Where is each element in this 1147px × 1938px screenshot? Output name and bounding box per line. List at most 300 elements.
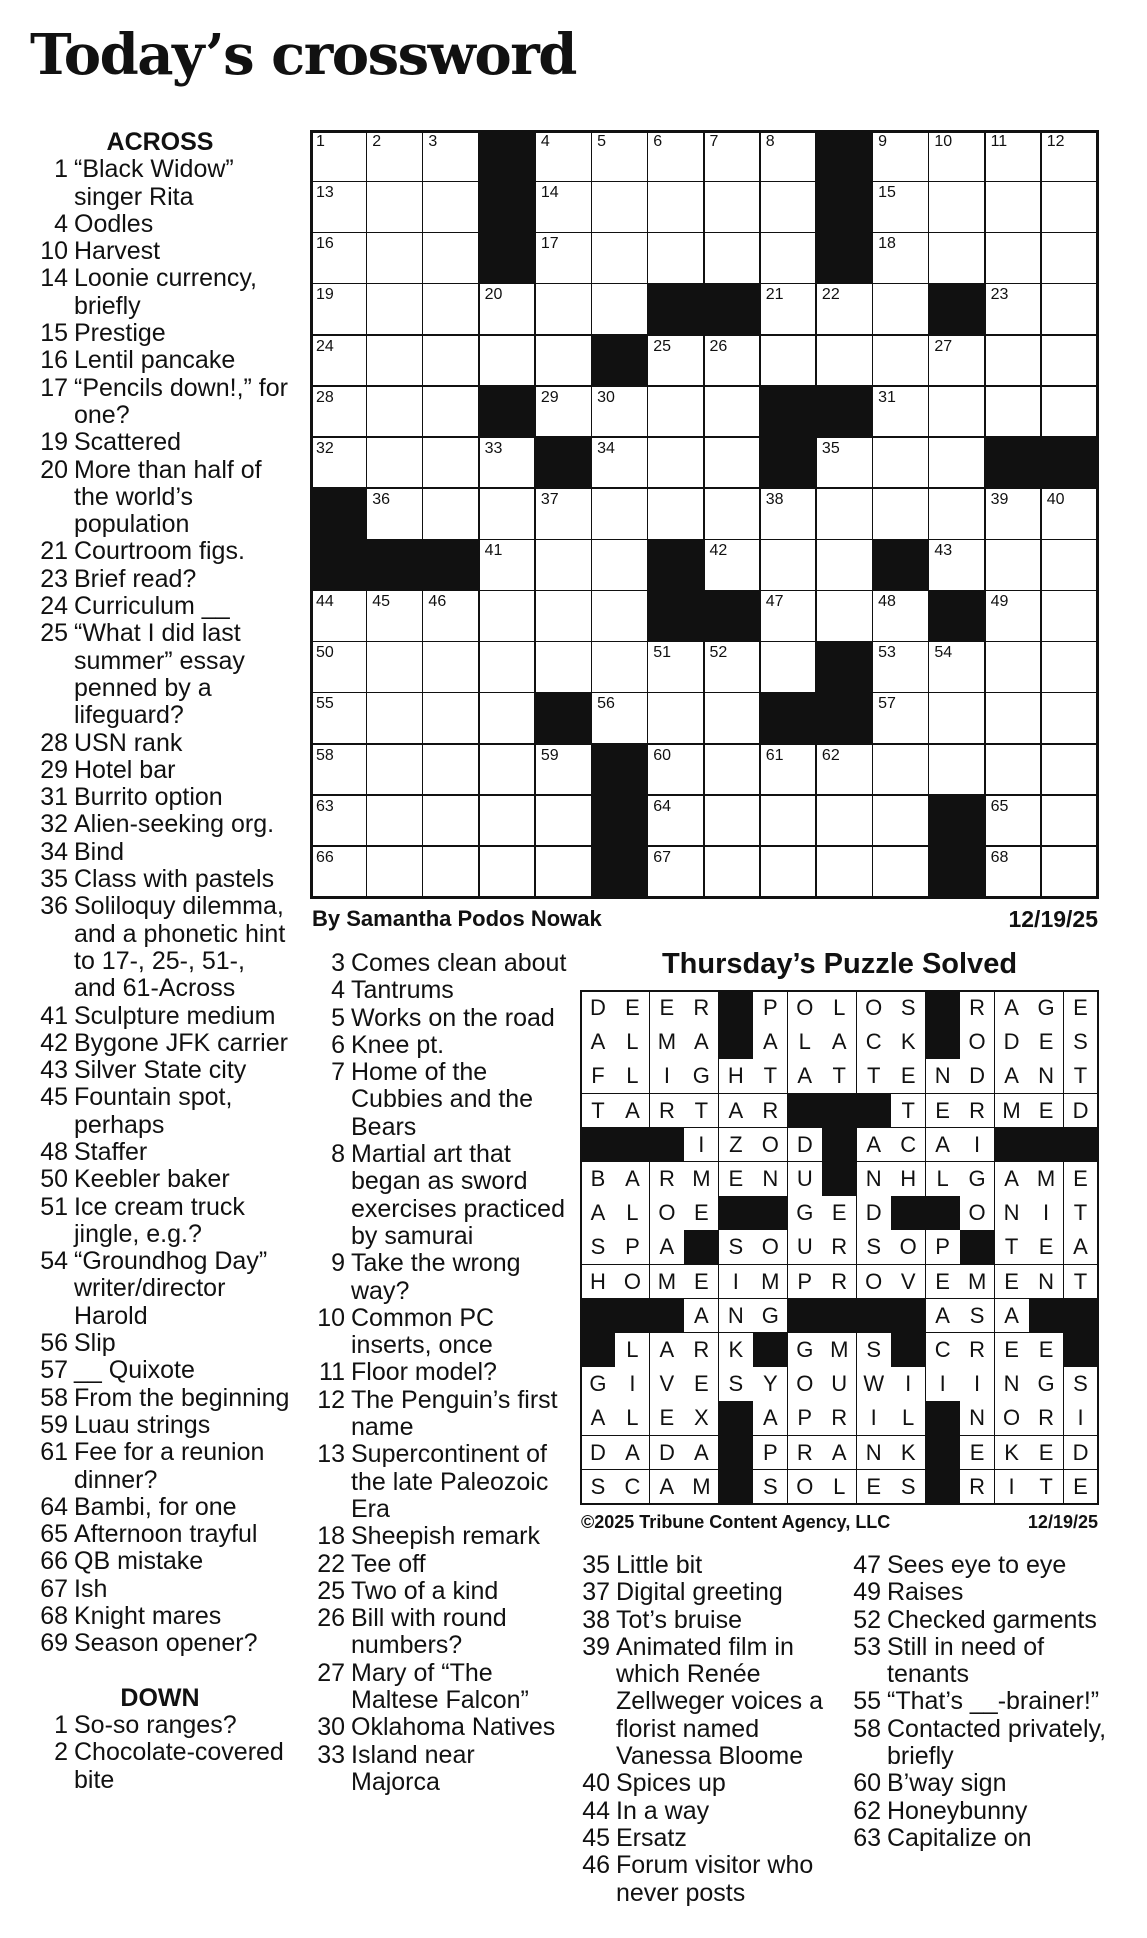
grid-cell[interactable]: [311, 693, 368, 745]
grid-cell[interactable]: [536, 387, 593, 439]
grid-cell[interactable]: [592, 540, 649, 592]
grid-cell[interactable]: [367, 284, 424, 336]
clue-text: “What I did last summer” essay penned by a lifeguard?: [74, 619, 245, 730]
grid-cell[interactable]: [480, 693, 537, 745]
grid-cell[interactable]: [1042, 591, 1099, 643]
solution-letter: R: [822, 1401, 857, 1436]
grid-cell[interactable]: [705, 387, 762, 439]
grid-cell[interactable]: [1042, 387, 1099, 439]
clue-text: Sees eye to eye: [887, 1551, 1067, 1579]
grid-cell[interactable]: [761, 182, 818, 234]
grid-cell[interactable]: [873, 438, 930, 490]
clue-text: Two of a kind: [351, 1576, 499, 1605]
grid-cell[interactable]: [536, 642, 593, 694]
grid-cell[interactable]: [592, 591, 649, 643]
grid-cell[interactable]: [367, 233, 424, 285]
solution-letter: R: [960, 1333, 995, 1368]
solution-letter: A: [788, 1059, 823, 1094]
solution-letter: N: [1029, 1059, 1064, 1094]
grid-cell[interactable]: [817, 489, 874, 541]
grid-cell[interactable]: [592, 182, 649, 234]
solution-letter: N: [1029, 1265, 1064, 1300]
grid-cell[interactable]: [705, 438, 762, 490]
grid-cell[interactable]: [536, 540, 593, 592]
grid-cell[interactable]: [705, 847, 762, 899]
clue-item: [307, 1523, 569, 1550]
clue-number: 42: [40, 1028, 68, 1057]
cell-number: 66: [316, 848, 334, 866]
clue-number: 41: [40, 1001, 68, 1030]
grid-cell[interactable]: [423, 796, 480, 848]
grid-cell[interactable]: [873, 284, 930, 336]
grid-cell[interactable]: [480, 642, 537, 694]
grid-cell[interactable]: [929, 438, 986, 490]
clue-text: Burrito option: [74, 783, 223, 812]
grid-cell[interactable]: [592, 387, 649, 439]
grid-cell[interactable]: [592, 233, 649, 285]
grid-cell[interactable]: [929, 540, 986, 592]
grid-cell[interactable]: [817, 796, 874, 848]
clue-item: [30, 1003, 290, 1030]
clue-number: 64: [40, 1492, 68, 1521]
solution-letter: D: [1064, 1094, 1099, 1129]
grid-cell[interactable]: [367, 796, 424, 848]
grid-cell[interactable]: [1042, 796, 1099, 848]
cell-number: 37: [540, 490, 559, 508]
clue-number: 36: [40, 892, 68, 921]
solution-block: [822, 1094, 857, 1129]
grid-cell[interactable]: [423, 847, 480, 899]
grid-cell[interactable]: [986, 131, 1043, 183]
clue-item: [30, 1439, 290, 1494]
solution-letter: L: [822, 1470, 857, 1505]
cell-number: 30: [597, 388, 615, 406]
solution-letter: T: [1029, 1470, 1064, 1505]
grid-cell[interactable]: [873, 387, 930, 439]
grid-cell[interactable]: [367, 847, 424, 899]
grid-cell[interactable]: [648, 233, 705, 285]
cell-number: 26: [709, 337, 728, 355]
clue-item: [307, 977, 569, 1004]
clue-number: 3: [331, 949, 345, 977]
grid-cell[interactable]: [536, 233, 593, 285]
solution-letter: A: [1064, 1230, 1099, 1265]
grid-cell[interactable]: [536, 591, 593, 643]
grid-cell[interactable]: [311, 336, 368, 388]
grid-cell[interactable]: [705, 540, 762, 592]
clue-number: 37: [582, 1578, 610, 1607]
solution-letter: A: [615, 1162, 650, 1197]
grid-cell[interactable]: [986, 336, 1043, 388]
cell-number: 2: [372, 133, 382, 150]
grid-cell[interactable]: [536, 847, 593, 899]
grid-cell[interactable]: [705, 336, 762, 388]
cell-number: 41: [484, 542, 503, 560]
clue-number: 18: [317, 1522, 345, 1551]
grid-cell[interactable]: [705, 233, 762, 285]
grid-cell[interactable]: [761, 233, 818, 285]
grid-cell[interactable]: [929, 387, 986, 439]
grid-cell[interactable]: [536, 796, 593, 848]
block-cell: [480, 182, 537, 234]
block-cell: [817, 693, 874, 745]
grid-cell[interactable]: [367, 131, 424, 183]
grid-cell[interactable]: [761, 642, 818, 694]
grid-cell[interactable]: [929, 745, 986, 797]
grid-cell[interactable]: [761, 540, 818, 592]
grid-cell[interactable]: [817, 745, 874, 797]
solution-letter: T: [822, 1059, 857, 1094]
grid-cell[interactable]: [480, 284, 537, 336]
grid-cell[interactable]: [536, 284, 593, 336]
solution-block: [615, 1128, 650, 1163]
solution-letter: F: [581, 1059, 616, 1094]
clue-item: [307, 1032, 569, 1059]
solution-letter: A: [684, 1299, 719, 1334]
clue-item: [30, 1385, 290, 1412]
clue-text: “Groundhog Day” writer/director Harold: [74, 1247, 268, 1330]
grid-cell[interactable]: [705, 642, 762, 694]
solution-letter: H: [719, 1059, 754, 1094]
grid-cell[interactable]: [761, 489, 818, 541]
grid-cell[interactable]: [1042, 847, 1099, 899]
grid-cell[interactable]: [1042, 182, 1099, 234]
grid-cell[interactable]: [929, 336, 986, 388]
clue-item: [30, 538, 290, 565]
grid-cell[interactable]: [592, 438, 649, 490]
solution-letter: D: [1064, 1436, 1099, 1471]
grid-cell[interactable]: [929, 131, 986, 183]
block-cell: [423, 540, 480, 592]
grid-cell[interactable]: [480, 745, 537, 797]
grid-cell[interactable]: [648, 387, 705, 439]
grid-cell[interactable]: [873, 489, 930, 541]
solution-block: [891, 1196, 926, 1231]
grid-cell[interactable]: [311, 284, 368, 336]
grid-cell[interactable]: [423, 387, 480, 439]
clue-text: Loonie currency, briefly: [74, 264, 257, 320]
grid-cell[interactable]: [761, 847, 818, 899]
clue-text: Island near Majorca: [351, 1740, 475, 1796]
clue-item: [30, 238, 290, 265]
grid-cell[interactable]: [761, 745, 818, 797]
solution-letter: C: [857, 1025, 892, 1060]
grid-cell[interactable]: [423, 489, 480, 541]
grid-cell[interactable]: [367, 336, 424, 388]
clue-number: 33: [317, 1740, 345, 1769]
grid-cell[interactable]: [873, 796, 930, 848]
grid-cell[interactable]: [648, 131, 705, 183]
clue-text: Sheepish remark: [351, 1522, 540, 1551]
grid-cell[interactable]: [817, 591, 874, 643]
grid-cell[interactable]: [986, 847, 1043, 899]
grid-cell[interactable]: [480, 336, 537, 388]
grid-cell[interactable]: [367, 642, 424, 694]
solution-letter: M: [650, 1025, 685, 1060]
grid-cell[interactable]: [367, 591, 424, 643]
solution-letter: A: [926, 1299, 961, 1334]
clue-text: Scattered: [74, 428, 182, 457]
cell-number: 19: [316, 286, 334, 304]
clue-number: 10: [317, 1303, 345, 1332]
grid-cell[interactable]: [367, 745, 424, 797]
grid-cell[interactable]: [873, 693, 930, 745]
grid-cell[interactable]: [705, 489, 762, 541]
clue-item: [307, 1551, 569, 1578]
clue-text: Courtroom figs.: [74, 537, 245, 566]
grid-cell[interactable]: [311, 438, 368, 490]
solution-block: [822, 1299, 857, 1334]
grid-cell[interactable]: [480, 796, 537, 848]
grid-cell[interactable]: [423, 642, 480, 694]
grid-cell[interactable]: [480, 438, 537, 490]
solution-letter: R: [684, 991, 719, 1026]
grid-cell[interactable]: [986, 284, 1043, 336]
grid-cell[interactable]: [311, 182, 368, 234]
grid-cell[interactable]: [929, 489, 986, 541]
grid-cell[interactable]: [423, 233, 480, 285]
clue-number: 17: [40, 373, 68, 402]
grid-cell[interactable]: [761, 284, 818, 336]
clue-number: 23: [40, 564, 68, 593]
grid-cell[interactable]: [986, 591, 1043, 643]
solution-letter: L: [822, 991, 857, 1026]
grid-cell[interactable]: [480, 489, 537, 541]
block-cell: [817, 387, 874, 439]
solution-block: [926, 1025, 961, 1060]
grid-cell[interactable]: [929, 693, 986, 745]
grid-cell[interactable]: [592, 642, 649, 694]
grid-cell[interactable]: [986, 642, 1043, 694]
grid-cell[interactable]: [592, 284, 649, 336]
grid-cell[interactable]: [311, 847, 368, 899]
clue-text: Floor model?: [351, 1358, 497, 1387]
grid-cell[interactable]: [367, 387, 424, 439]
block-cell: [648, 591, 705, 643]
grid-cell[interactable]: [536, 336, 593, 388]
grid-cell[interactable]: [592, 489, 649, 541]
grid-cell[interactable]: [873, 591, 930, 643]
clue-number: 46: [582, 1851, 610, 1880]
grid-cell[interactable]: [648, 642, 705, 694]
grid-cell[interactable]: [311, 387, 368, 439]
grid-cell[interactable]: [873, 847, 930, 899]
clue-number: 20: [40, 455, 68, 484]
grid-cell[interactable]: [817, 284, 874, 336]
clue-text: So-so ranges?: [74, 1710, 237, 1739]
grid-cell[interactable]: [873, 233, 930, 285]
clue-text: Spices up: [616, 1769, 726, 1798]
solution-letter: X: [684, 1401, 719, 1436]
grid-cell[interactable]: [536, 131, 593, 183]
grid-cell[interactable]: [536, 745, 593, 797]
grid-cell[interactable]: [367, 693, 424, 745]
solution-letter: I: [926, 1367, 961, 1402]
clue-number: 55: [853, 1687, 881, 1716]
grid-cell[interactable]: [705, 745, 762, 797]
grid-cell[interactable]: [986, 387, 1043, 439]
solution-letter: E: [650, 991, 685, 1026]
clue-item: [307, 1605, 569, 1660]
clue-number: 66: [40, 1547, 68, 1576]
solution-letter: I: [1029, 1196, 1064, 1231]
grid-cell[interactable]: [705, 182, 762, 234]
grid-cell[interactable]: [480, 847, 537, 899]
grid-cell[interactable]: [1042, 284, 1099, 336]
solution-block: [1064, 1128, 1099, 1163]
grid-cell[interactable]: [761, 591, 818, 643]
solution-block: [719, 1436, 754, 1471]
grid-cell[interactable]: [817, 540, 874, 592]
grid-cell[interactable]: [311, 745, 368, 797]
solution-letter: O: [753, 1230, 788, 1265]
grid-cell[interactable]: [648, 336, 705, 388]
grid-cell[interactable]: [592, 693, 649, 745]
grid-cell[interactable]: [648, 796, 705, 848]
grid-cell[interactable]: [761, 796, 818, 848]
solution-letter: G: [684, 1059, 719, 1094]
grid-cell[interactable]: [423, 438, 480, 490]
clue-item: [307, 1005, 569, 1032]
cell-number: 16: [316, 235, 334, 253]
cell-number: 27: [934, 337, 953, 355]
solution-letter: I: [960, 1367, 995, 1402]
cell-number: 56: [597, 695, 615, 713]
grid-cell[interactable]: [648, 438, 705, 490]
grid-cell[interactable]: [536, 182, 593, 234]
solution-letter: M: [960, 1265, 995, 1300]
solution-letter: O: [753, 1128, 788, 1163]
grid-cell[interactable]: [986, 182, 1043, 234]
grid-cell[interactable]: [705, 693, 762, 745]
solution-letter: S: [891, 1470, 926, 1505]
block-cell: [1042, 438, 1099, 490]
solution-letter: R: [684, 1333, 719, 1368]
grid-cell[interactable]: [423, 693, 480, 745]
grid-cell[interactable]: [311, 233, 368, 285]
grid-cell[interactable]: [311, 591, 368, 643]
grid-cell[interactable]: [1042, 131, 1099, 183]
solution-letter: S: [581, 1470, 616, 1505]
grid-cell[interactable]: [929, 642, 986, 694]
grid-cell[interactable]: [1042, 745, 1099, 797]
grid-cell[interactable]: [311, 131, 368, 183]
solution-letter: S: [719, 1367, 754, 1402]
grid-cell[interactable]: [929, 233, 986, 285]
grid-cell[interactable]: [873, 182, 930, 234]
grid-cell[interactable]: [648, 847, 705, 899]
clue-number: 69: [40, 1629, 68, 1658]
solution-letter: R: [960, 991, 995, 1026]
grid-cell[interactable]: [986, 796, 1043, 848]
grid-cell[interactable]: [648, 693, 705, 745]
grid-cell[interactable]: [423, 745, 480, 797]
clue-number: 31: [40, 783, 68, 812]
grid-cell[interactable]: [986, 693, 1043, 745]
clue-number: 39: [582, 1632, 610, 1661]
grid-cell[interactable]: [873, 642, 930, 694]
block-cell: [929, 796, 986, 848]
grid-cell[interactable]: [367, 489, 424, 541]
clue-number: 61: [40, 1438, 68, 1467]
cell-number: 22: [821, 286, 840, 304]
clue-number: 40: [582, 1769, 610, 1798]
grid-cell[interactable]: [480, 540, 537, 592]
grid-cell[interactable]: [1042, 540, 1099, 592]
cell-number: 36: [372, 490, 390, 508]
grid-cell[interactable]: [873, 745, 930, 797]
grid-cell[interactable]: [592, 131, 649, 183]
solution-block: [581, 1299, 616, 1334]
grid-cell[interactable]: [367, 438, 424, 490]
grid-cell[interactable]: [986, 540, 1043, 592]
grid-cell[interactable]: [423, 284, 480, 336]
grid-cell[interactable]: [367, 182, 424, 234]
solution-letter: R: [650, 1162, 685, 1197]
grid-cell[interactable]: [817, 336, 874, 388]
grid-cell[interactable]: [986, 745, 1043, 797]
solution-letter: M: [684, 1162, 719, 1197]
grid-cell[interactable]: [536, 489, 593, 541]
solution-letter: E: [684, 1265, 719, 1300]
solution-letter: D: [650, 1436, 685, 1471]
grid-cell[interactable]: [1042, 489, 1099, 541]
solution-letter: A: [995, 991, 1030, 1026]
solution-letter: K: [891, 1436, 926, 1471]
clue-text: Supercontinent of the late Paleozoic Era: [351, 1440, 549, 1523]
clue-item: [30, 1712, 290, 1739]
grid-cell[interactable]: [817, 438, 874, 490]
clue-text: Still in need of tenants: [887, 1632, 1045, 1689]
clue-text: Lentil pancake: [74, 346, 236, 375]
cell-number: 62: [821, 746, 840, 764]
grid-cell[interactable]: [1042, 233, 1099, 285]
grid-cell[interactable]: [705, 796, 762, 848]
clue-text: Knee pt.: [351, 1030, 445, 1059]
clue-number: 9: [331, 1249, 345, 1278]
clue-item: [307, 1250, 569, 1305]
grid-cell[interactable]: [648, 182, 705, 234]
grid-cell[interactable]: [1042, 693, 1099, 745]
grid-cell[interactable]: [311, 642, 368, 694]
grid-cell[interactable]: [817, 847, 874, 899]
solution-block: [1064, 1333, 1099, 1368]
grid-cell[interactable]: [873, 131, 930, 183]
grid-cell[interactable]: [873, 336, 930, 388]
solution-letter: A: [581, 1196, 616, 1231]
grid-cell[interactable]: [423, 591, 480, 643]
grid-cell[interactable]: [648, 745, 705, 797]
block-cell: [480, 387, 537, 439]
grid-cell[interactable]: [1042, 336, 1099, 388]
grid-cell[interactable]: [1042, 642, 1099, 694]
solution-letter: D: [960, 1059, 995, 1094]
grid-cell[interactable]: [480, 591, 537, 643]
clue-number: 13: [317, 1440, 345, 1469]
grid-cell[interactable]: [761, 336, 818, 388]
grid-cell[interactable]: [648, 489, 705, 541]
grid-cell[interactable]: [423, 131, 480, 183]
grid-cell[interactable]: [311, 796, 368, 848]
grid-cell[interactable]: [705, 131, 762, 183]
grid-cell[interactable]: [986, 233, 1043, 285]
grid-cell[interactable]: [986, 489, 1043, 541]
grid-cell[interactable]: [423, 182, 480, 234]
solution-letter: A: [684, 1436, 719, 1471]
grid-cell[interactable]: [929, 182, 986, 234]
grid-cell[interactable]: [761, 131, 818, 183]
grid-cell[interactable]: [423, 336, 480, 388]
